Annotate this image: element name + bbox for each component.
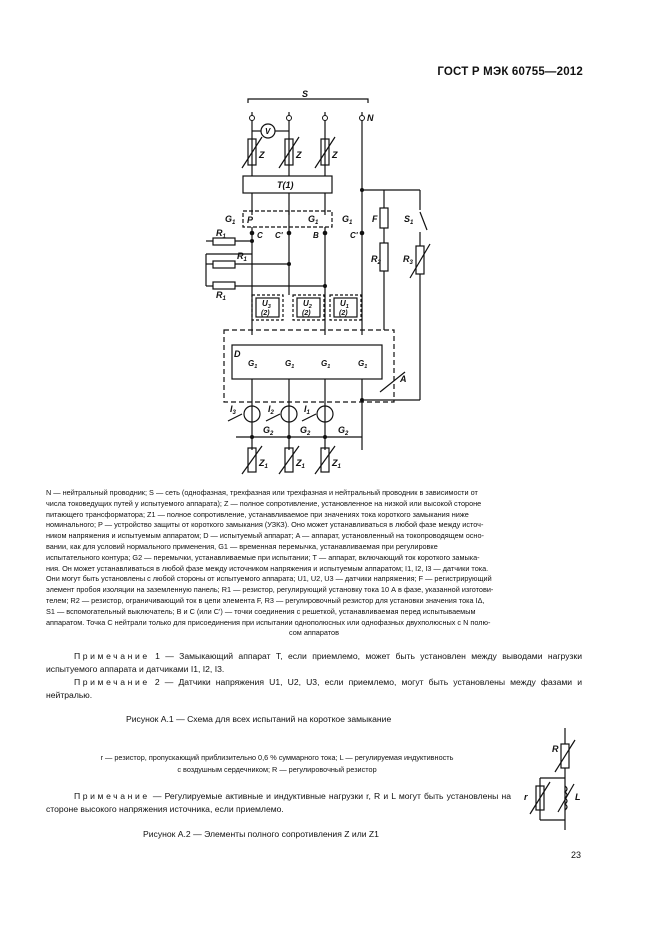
figure2-caption: Рисунок А.2 — Элементы полного сопротивления Z или Z1 bbox=[143, 829, 379, 839]
label-i2: $I_2$ bbox=[268, 404, 274, 416]
label-z1-2: $Z_1$ bbox=[296, 458, 305, 470]
label-z-3: Z bbox=[332, 150, 338, 160]
document-header: ГОСТ Р МЭК 60755—2012 bbox=[437, 66, 583, 78]
label-b: B bbox=[313, 231, 319, 240]
note-label: Примечание bbox=[74, 677, 150, 687]
label-u1: $U_1$ bbox=[340, 299, 349, 310]
legend-line: N — нейтральный проводник; S — сеть (однофазная, трехфазная или трехфазная и нейтральный проводник в зависимости от bbox=[46, 488, 478, 497]
fig2-label-r-small: r bbox=[524, 792, 528, 802]
label-r3: $R_3$ bbox=[403, 254, 413, 266]
legend-line: номинального; P — устройство защиты от короткого замыкания (УЗКЗ). Оно может устанавливаться в любой фазе между источ- bbox=[46, 520, 484, 530]
note-label: Примечание bbox=[74, 791, 150, 801]
label-z-1: Z bbox=[259, 150, 265, 160]
label-g2-2: $G_2$ bbox=[300, 425, 311, 437]
label-t1: T(1) bbox=[277, 180, 294, 190]
label-g2-1: $G_2$ bbox=[263, 425, 274, 437]
legend-line: сом аппаратов bbox=[288, 628, 339, 638]
label-c-prime-2: C' bbox=[350, 231, 358, 240]
legend-line: вании, как для условий нормального применения, G1 — временная перемычка, устанавливаемая при регулировке bbox=[46, 541, 438, 551]
label-g1-box: $G_1$ bbox=[308, 214, 319, 226]
legend-line: питающего трансформатора; Z1 — полное сопротивление, устанавливаемое при значениях тока короткого замыкания ниже bbox=[46, 509, 469, 519]
label-u1-num: (2) bbox=[339, 310, 348, 317]
fig2-label-r-big: R bbox=[552, 744, 559, 754]
legend-line: аппаратом. Точка C нейтрали только для присоединения при испытании однополюсных или однофазных двухполюсных с N полю- bbox=[46, 617, 491, 627]
fig2-label-l: L bbox=[575, 792, 581, 802]
legend-line: телем; R2 — резистор, ограничивающий ток в цепи элемента F, R3 — регулировочный резистор для установки значения тока IΔ, bbox=[46, 595, 485, 605]
label-u2-num: (2) bbox=[302, 310, 311, 317]
label-g1-d2: $G_1$ bbox=[285, 359, 295, 370]
legend-line: испытательного контура; G2 — перемычки, устанавливаемые при испытании; T — аппарат, включающий ток короткого замыка- bbox=[46, 552, 480, 562]
figure2-legend-line-2: с воздушным сердечником; R — регулировочный резистор bbox=[177, 765, 377, 774]
label-f: F bbox=[372, 214, 378, 224]
legend-line: ния. Он может устанавливаться в любой фазе между источником напряжения и испытуемым аппаратом; I1, I2, I3 — датчики тока. bbox=[46, 563, 489, 573]
figure1-caption: Рисунок А.1 — Схема для всех испытаний на короткое замыкание bbox=[126, 714, 392, 724]
label-n: N bbox=[367, 113, 374, 123]
label-g1-d4: $G_1$ bbox=[358, 359, 368, 370]
label-s1: $S_1$ bbox=[404, 214, 414, 226]
figure2-note bbox=[46, 790, 511, 816]
note-text: 2 — Датчики напряжения U1, U2, U3, если приемлемо, могут быть установлены между фазами и нейтралью. bbox=[46, 677, 582, 700]
page-number: 23 bbox=[571, 850, 582, 860]
label-a: A bbox=[400, 374, 407, 384]
legend-line: ником напряжения и испытуемым аппаратом; D — испытуемый аппарат; A — аппарат, установленный на токопроводящем осно- bbox=[46, 531, 484, 541]
label-z-2: Z bbox=[296, 150, 302, 160]
label-c-prime: C' bbox=[275, 231, 283, 240]
note-text: — Регулируемые активные и индуктивные нагрузки r, R и L могут быть установлены на стороне высокого напряжения источника, если приемлемо. bbox=[46, 791, 511, 814]
label-g1-d1: $G_1$ bbox=[248, 359, 258, 370]
label-z1-1: $Z_1$ bbox=[259, 458, 268, 470]
note-label: Примечание bbox=[74, 651, 150, 661]
label-c: C bbox=[257, 231, 263, 240]
legend-line: числа токоведущих путей у испытуемого аппарата); Z — полное сопротивление, установленное на низкой или высокой стороне bbox=[46, 498, 482, 508]
note-text: 1 — Замыкающий аппарат T, если приемлемо, может быть установлен между выводами нагрузки испытуемого аппарата и датчиками I1, I2, I3. bbox=[46, 651, 582, 674]
figure1-note-2 bbox=[46, 676, 582, 702]
label-g1-d3: $G_1$ bbox=[321, 359, 331, 370]
label-i3: $I_3$ bbox=[230, 404, 236, 416]
label-s: S bbox=[302, 89, 309, 99]
figure2-legend-line-1: r — резистор, пропускающий приблизительно 0,6 % суммарного тока; L — регулируемая индуктивность bbox=[100, 753, 454, 762]
label-u2: $U_2$ bbox=[303, 299, 312, 310]
label-u3-num: (2) bbox=[261, 310, 270, 317]
label-v: V bbox=[265, 127, 271, 136]
label-g2-3: $G_2$ bbox=[338, 425, 349, 437]
label-p: P bbox=[247, 215, 254, 225]
label-i1: $I_1$ bbox=[304, 404, 310, 416]
label-g1-left: $G_1$ bbox=[225, 214, 236, 226]
legend-line: Они могут быть установлены с любой стороны от испытуемого аппарата; U1, U2, U3 — датчики напряжения; F — регистрирующий bbox=[46, 574, 492, 584]
label-r2: $R_2$ bbox=[371, 254, 381, 266]
label-u3: $U_3$ bbox=[262, 299, 271, 310]
label-g1-right: $G_1$ bbox=[342, 214, 353, 226]
legend-line: элемент пробоя изоляции на заземленную панель; R1 — резистор, регулирующий установку тока 10 А в фазе, указанной изготови- bbox=[46, 585, 494, 595]
label-r1-c: $R_1$ bbox=[216, 290, 226, 302]
legend-line: S1 — вспомогательный выключатель; B и C (или C') — точки соединения с решеткой, устанавливаемая перед испытываемым bbox=[46, 606, 476, 616]
label-r1-b: $R_1$ bbox=[237, 251, 247, 263]
figure1-note-1 bbox=[46, 650, 582, 676]
label-r1-a: $R_1$ bbox=[216, 228, 226, 240]
label-d: D bbox=[234, 349, 241, 359]
label-z1-3: $Z_1$ bbox=[332, 458, 341, 470]
figure1-legend bbox=[46, 488, 582, 639]
